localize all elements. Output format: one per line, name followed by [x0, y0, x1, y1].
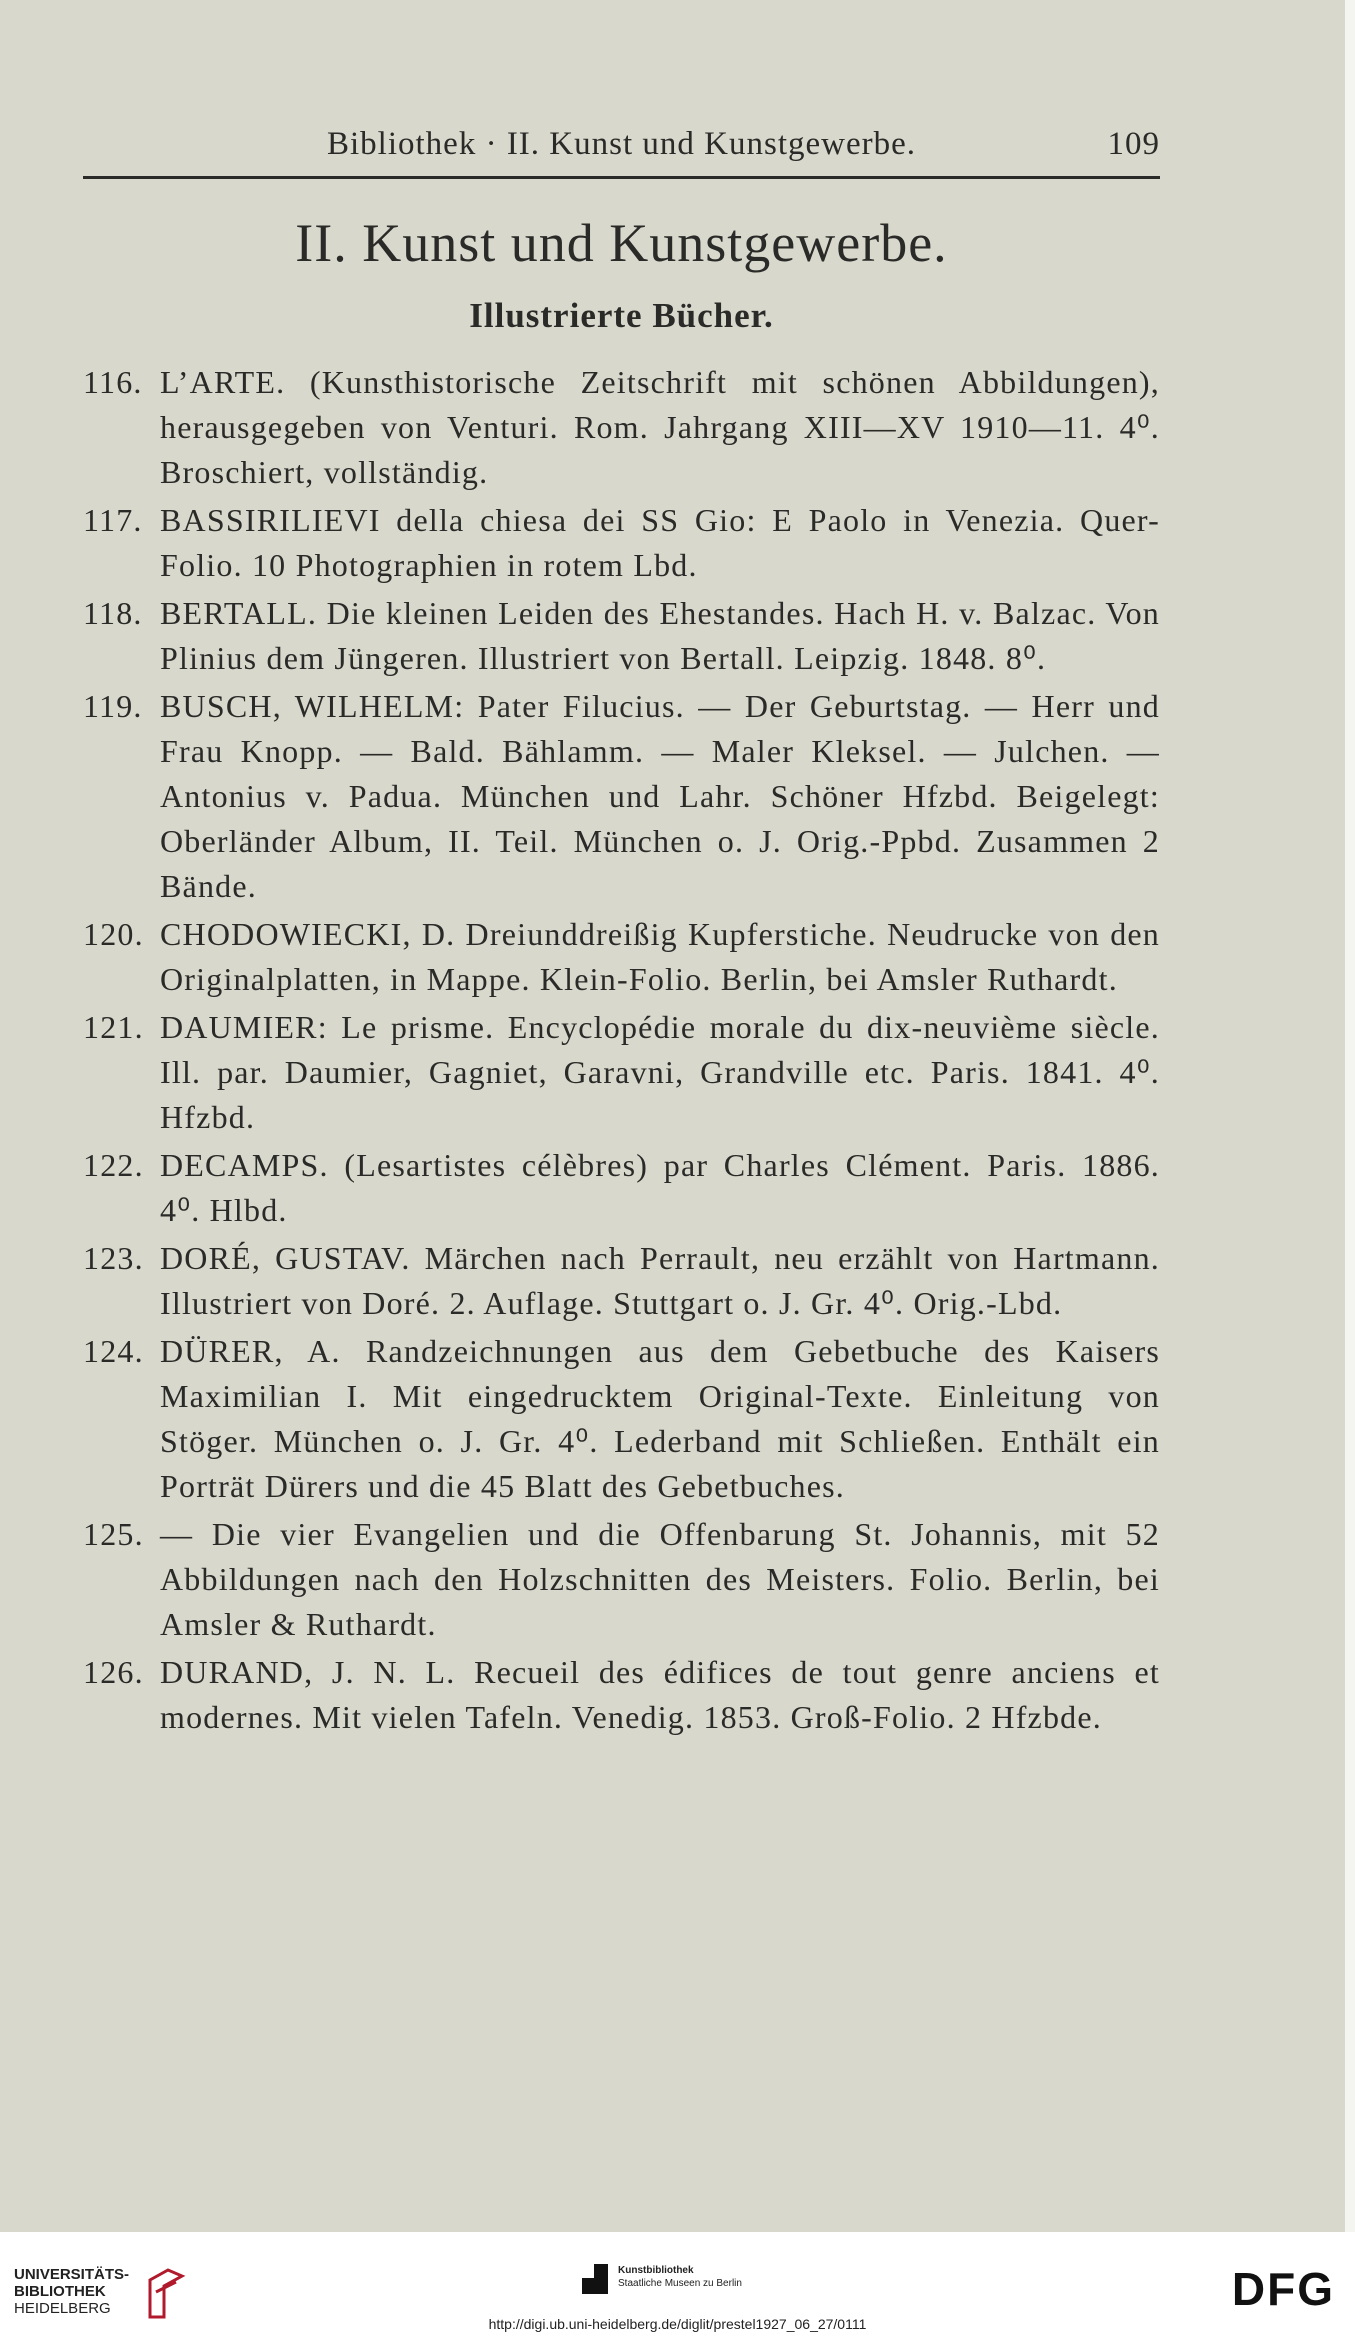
catalogue-entry [83, 1143, 1160, 1233]
catalogue-entries [83, 360, 1160, 1743]
catalogue-entry [83, 1005, 1160, 1140]
entry-number: 118. [83, 595, 143, 631]
catalogue-entry [83, 1329, 1160, 1509]
source-url-link[interactable]: http://digi.ub.uni-heidelberg.de/diglit/prestel1927_06_27/0111 [488, 2316, 867, 2332]
running-title: Bibliothek · II. Kunst und Kunstgewerbe. [327, 126, 916, 162]
entry-number: 117. [83, 502, 143, 538]
entry-number: 125. [83, 1516, 144, 1552]
catalogue-entry [83, 1512, 1160, 1647]
uni-logo-line1: UNIVERSITÄTS- [14, 2266, 130, 2283]
entry-text: BERTALL. Die kleinen Leiden des Ehestandes. Hach H. v. Balzac. Von Plinius dem Jüngeren. Illustriert von Bertall. Leipzig. 1848. 8⁰. [160, 595, 1160, 676]
catalogue-entry [83, 498, 1160, 588]
header-rule [83, 176, 1160, 179]
entry-text: BUSCH, WILHELM: Pater Filucius. — Der Geburtstag. — Herr und Frau Knopp. — Bald. Bählamm. — Maler Kleksel. — Julchen. — Antonius v. Padua. München und Lahr. Schöner Hfzbd. Beigelegt: Oberländer Album, II. Teil. München o. J. Orig.-Ppbd. Zusammen 2 Bände. [160, 688, 1160, 904]
entry-text: BASSIRILIEVI della chiesa dei SS Gio: E Paolo in Venezia. Quer-Folio. 10 Photographien in rotem Lbd. [160, 502, 1160, 583]
catalogue-entry [83, 360, 1160, 495]
entry-number: 119. [83, 688, 143, 724]
entry-text: DORÉ, GUSTAV. Märchen nach Perrault, neu erzählt von Hartmann. Illustriert von Doré. 2. Auflage. Stuttgart o. J. Gr. 4⁰. Orig.-Lbd. [160, 1240, 1160, 1321]
kb-line2: Staatliche Museen zu Berlin [618, 2278, 742, 2289]
dfg-logo[interactable]: DFG [1231, 2263, 1335, 2315]
running-head [83, 120, 1160, 170]
entry-number: 121. [83, 1009, 144, 1045]
university-library-logo[interactable] [14, 2266, 129, 2317]
entry-number: 116. [83, 364, 143, 400]
uni-logo-line2: BIBLIOTHEK [14, 2283, 106, 2300]
entry-number: 123. [83, 1240, 144, 1276]
entry-number: 122. [83, 1147, 144, 1183]
page-content [83, 0, 1160, 2232]
kunstbibliothek-emblem-icon [580, 2262, 610, 2296]
entry-text: DECAMPS. (Lesartistes célèbres) par Charles Clément. Paris. 1886. 4⁰. Hlbd. [160, 1147, 1160, 1228]
entry-text: L’ARTE. (Kunsthistorische Zeitschrift mit schönen Abbildungen), herausgegeben von Venturi. Rom. Jahrgang XIII—XV 1910—11. 4⁰. Broschiert, vollständig. [160, 364, 1160, 490]
entry-number: 124. [83, 1333, 144, 1369]
university-emblem-icon [138, 2262, 188, 2322]
uni-logo-line3: HEIDELBERG [14, 2300, 111, 2317]
section-subtitle: Illustrierte Bücher. [469, 296, 774, 335]
entry-number: 120. [83, 916, 144, 952]
catalogue-entry [83, 1236, 1160, 1326]
page-edge [1345, 0, 1355, 2232]
catalogue-entry [83, 912, 1160, 1002]
kb-line1: Kunstbibliothek [618, 2265, 694, 2276]
catalogue-entry [83, 591, 1160, 681]
catalogue-entry [83, 1650, 1160, 1740]
entry-number: 126. [83, 1654, 144, 1690]
footer-bar [0, 2232, 1355, 2341]
entry-text: DURAND, J. N. L. Recueil des édifices de tout genre anciens et modernes. Mit vielen Tafeln. Venedig. 1853. Groß-Folio. 2 Hfzbde. [160, 1654, 1160, 1735]
kunstbibliothek-text [618, 2264, 918, 2290]
entry-text: CHODOWIECKI, D. Dreiunddreißig Kupferstiche. Neudrucke von den Originalplatten, in Mappe. Klein-Folio. Berlin, bei Amsler Ruthardt. [160, 916, 1160, 997]
entry-text: — Die vier Evangelien und die Offenbarung St. Johannis, mit 52 Abbildungen nach den Holzschnitten des Meisters. Folio. Berlin, bei Amsler & Ruthardt. [160, 1516, 1160, 1642]
section-title: II. Kunst und Kunstgewerbe. [295, 213, 948, 273]
entry-text: DÜRER, A. Randzeichnungen aus dem Gebetbuche des Kaisers Maximilian I. Mit eingedrucktem Original-Texte. Einleitung von Stöger. München o. J. Gr. 4⁰. Lederband mit Schließen. Enthält ein Porträt Dürers und die 45 Blatt des Gebetbuches. [160, 1333, 1160, 1504]
catalogue-entry [83, 684, 1160, 909]
page-number: 109 [1107, 126, 1160, 162]
entry-text: DAUMIER: Le prisme. Encyclopédie morale du dix-neuvième siècle. Ill. par. Daumier, Gagniet, Garavni, Grandville etc. Paris. 1841. 4⁰. Hfzbd. [160, 1009, 1160, 1135]
